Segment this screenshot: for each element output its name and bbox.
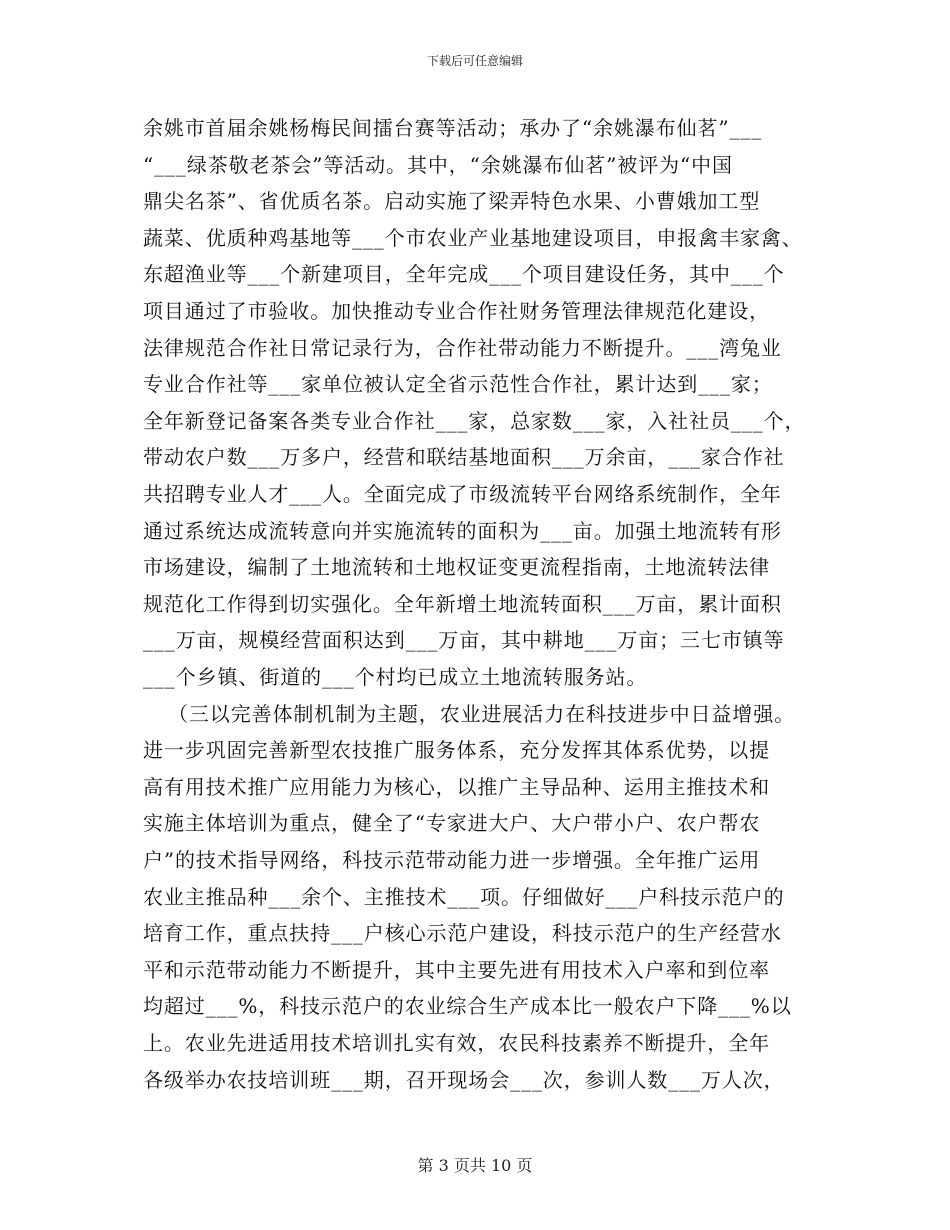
- text-line: 专业合作社等___家单位被认定全省示范性合作社，累计达到___家；: [143, 372, 773, 396]
- text-line: 东超渔业等___个新建项目，全年完成___个项目建设任务，其中___个: [143, 262, 785, 286]
- text-line: 规范化工作得到切实强化。全年新增土地流转面积___万亩，累计面积: [143, 592, 782, 616]
- text-line: 市场建设，编制了土地流转和土地权证变更流程指南，土地流转法律: [143, 555, 770, 579]
- text-line: 项目通过了市验收。加快推动专业合作社财务管理法律规范化建设，: [143, 299, 770, 323]
- text-line: 高有用技术推广应用能力为核心，以推广主导品种、运用主推技术和: [143, 775, 770, 799]
- text-line: ___万亩，规模经营面积达到___万亩，其中耕地___万亩；三七市镇等: [143, 628, 785, 652]
- text-line: 余姚市首届余姚杨梅民间擂台赛等活动；承办了“余姚瀑布仙茗”___: [143, 116, 763, 140]
- text-line: 农业主推品种___余个、主推技术___项。仔细做好___户科技示范户的: [143, 885, 785, 909]
- paragraph-start-line: （三以完善体制机制为主题，农业进展活力在科技进步中日益增强。: [168, 702, 795, 726]
- text-line: 进一步巩固完善新型农技推广服务体系，充分发挥其体系优势，以提: [143, 738, 770, 762]
- text-line: 培育工作，重点扶持___户核心示范户建设，科技示范户的生产经营水: [143, 921, 782, 945]
- text-line: ___个乡镇、街道的___个村均已成立土地流转服务站。: [143, 665, 648, 689]
- text-line: 上。农业先进适用技术培训扎实有效，农民科技素养不断提升，全年: [143, 1031, 770, 1055]
- text-line: 各级举办农技培训班___期，召开现场会___次，参训人数___万人次，: [143, 1068, 785, 1092]
- text-line: 全年新登记备案各类专业合作社___家，总家数___家，入社社员___个，: [143, 409, 806, 433]
- text-line: “___绿茶敬老茶会”等活动。其中，“余姚瀑布仙茗”被评为“中国: [143, 153, 733, 177]
- page-header: 下载后可任意编辑: [426, 54, 523, 68]
- text-line: 鼎尖名茶”、省优质名茶。启动实施了梁弄特色水果、小曹娥加工型: [143, 189, 761, 213]
- text-line: 通过系统达成流转意向并实施流转的面积为___亩。加强土地流转有形: [143, 519, 782, 543]
- text-line: 户”的技术指导网络，科技示范带动能力进一步增强。全年推广运用: [143, 848, 761, 872]
- text-line: 均超过___%，科技示范户的农业综合生产成本比一般农户下降___%以: [143, 994, 792, 1018]
- text-line: 蔬菜、优质种鸡基地等___个市农业产业基地建设项目，申报禽丰家禽、: [143, 226, 803, 250]
- text-line: 法律规范合作社日常记录行为，合作社带动能力不断提升。___湾兔业: [143, 336, 782, 360]
- text-line: 实施主体培训为重点，健全了“专家进大户、大户带小户、农户帮农: [143, 811, 761, 835]
- text-line: 带动农户数___万多户，经营和联结基地面积___万余亩，___家合作社: [143, 445, 785, 469]
- text-line: 共招聘专业人才___人。全面完成了市级流转平台网络系统制作，全年: [143, 482, 782, 506]
- page-number-footer: 第 3 页共 10 页: [417, 1156, 533, 1175]
- text-line: 平和示范带动能力不断提升，其中主要先进有用技术入户率和到位率: [143, 958, 770, 982]
